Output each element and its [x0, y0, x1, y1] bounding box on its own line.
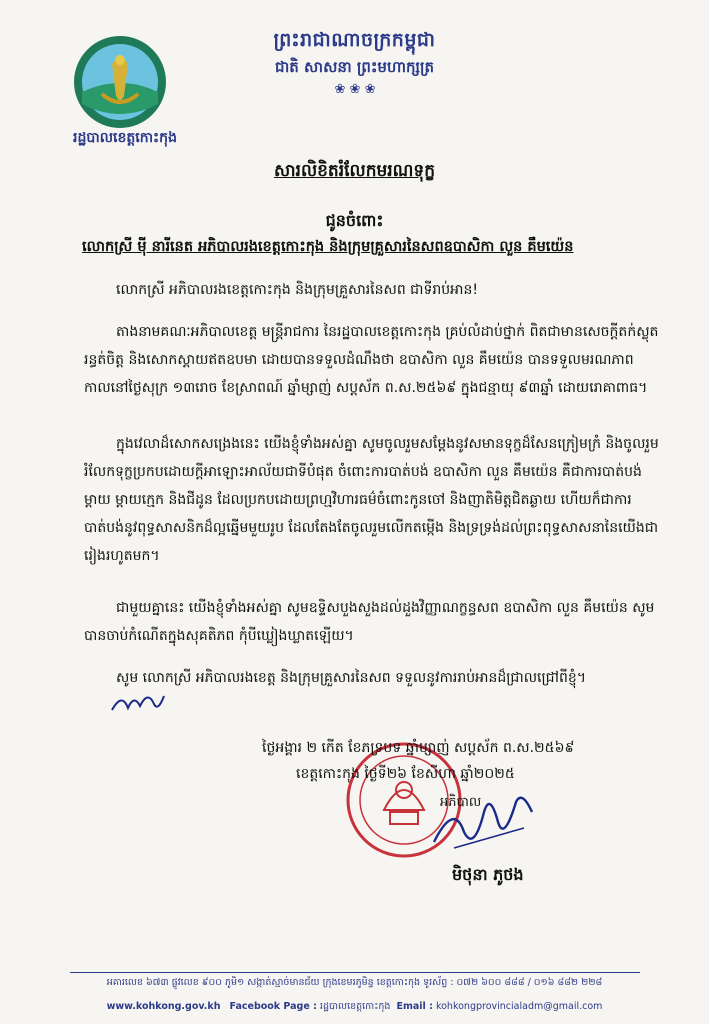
paragraph-4: សូម លោកស្រី អភិបាលរងខេត្ត និងក្រុមគ្រួសារនៃសព ទទួលនូវការរាប់អានដ៏ជ្រាលជ្រៅពីខ្ញុំ។: [116, 670, 586, 686]
national-motto: ជាតិ សាសនា ព្រះមហាក្សត្រ: [275, 58, 434, 76]
footer-email-label: Email :: [396, 1001, 433, 1012]
governor-signature-icon: [424, 782, 544, 862]
lunar-date: ថ្ងៃអង្គារ ២ កើត ខែភទ្របទ ឆ្នាំម្សាញ់ សប្តស័ក ព.ស.២៥៦៩: [262, 740, 575, 756]
footer-website[interactable]: www.kohkong.gov.kh: [106, 1001, 221, 1012]
signer-name: មិថុនា ភូថង: [452, 865, 524, 884]
initial-signature-icon: [108, 686, 168, 720]
footer-email-value[interactable]: kohkongprovincialadm@gmail.com: [435, 1001, 603, 1012]
greeting: លោកស្រី អភិបាលរងខេត្តកោះកុង និងក្រុមគ្រួសារនៃសព ជាទីរាប់អាន!: [116, 282, 478, 298]
paragraph-2: ក្នុងវេលាដ៏សោកសង្រេងនេះ យើងខ្ញុំទាំងអស់គ្នា សូមចូលរួមសម្ដែងនូវសមានទុក្ខដ៏សែនក្រៀមក្រំ និងចូលរួមរំលែកទុក្ខប្រកបដោយក្ដីអាឡោះអាល័យជាទីបំផុត ចំពោះការបាត់បង់ ឧបាសិកា លួន គឹមយ៉េន គឺជាការបាត់បង់ម្ដាយ ម្ដាយក្មេក និងជីដូន ដែលប្រកបដោយព្រហ្មវិហារធម៌ចំពោះកូនចៅ និងញាតិមិត្តជិតឆ្ងាយ ហើយក៏ជាការបាត់បង់នូវពុទ្ធសាសនិកដ៏ល្អឆ្នើមមួយរូប ដែលតែងតែចូលរួមលើកតម្កើង និងទ្រទ្រង់ដល់ព្រះពុទ្ធសាសនានៃយើងជារៀងរហូតមក។: [84, 436, 659, 564]
footer-facebook-value[interactable]: រដ្ឋបាលខេត្តកោះកុង: [319, 1001, 391, 1012]
paragraph-3: ជាមួយគ្នានេះ យើងខ្ញុំទាំងអស់គ្នា សូមឧទ្ទិសបួងសួងដល់ដួងវិញ្ញាណក្ខន្ធសព ឧបាសិកា លួន គឹមយ៉េន សូមបានចាប់កំណើតក្នុងសុគតិភព កុំបីឃ្លៀងឃ្លាតឡើយ។: [84, 600, 655, 644]
ornament-divider: ❀ ❀ ❀: [334, 82, 376, 97]
footer-contacts: [0, 1000, 709, 1014]
footer-divider: [70, 972, 640, 973]
to-label: ជូនចំពោះ: [325, 211, 384, 230]
letter-title: សារលិខិតរំលែកមរណទុក្ខ: [273, 161, 436, 181]
footer-address: អគារលេខ ៦៧៣ ផ្លូវលេខ ៩០០ ភូមិ១ សង្កាត់ស្មាច់មានជ័យ ក្រុងខេមរភូមិន្ទ ខេត្តកោះកុង ទូរស័ព្ទ : ០៧២ ៦០០ ៨៨៨ / ០១៦ ៨៨២ ២២៨: [106, 977, 603, 988]
kingdom-heading: ព្រះរាជាណាចក្រកម្ពុជា: [273, 29, 436, 51]
signer-role: អភិបាល: [440, 795, 482, 810]
footer-facebook-label: Facebook Page :: [229, 1001, 317, 1012]
recipient-line: លោកស្រី ម៉ី នារីនេត អភិបាលរងខេត្តកោះកុង និងក្រុមគ្រួសារនៃសពឧបាសិកា លួន គឹមយ៉េន: [82, 239, 574, 255]
solar-date: ខេត្តកោះកុង ថ្ងៃទី២៦ ខែសីហា ឆ្នាំ២០២៥: [296, 766, 515, 782]
administration-name: រដ្ឋបាលខេត្តកោះកុង: [73, 130, 177, 146]
paragraph-1: តាងនាមគណៈអភិបាលខេត្ត មន្ត្រីរាជការ នៃរដ្ឋបាលខេត្តកោះកុង គ្រប់លំដាប់ថ្នាក់ ពិតជាមានសេចក្ដីតក់ស្លុតរន្ធត់ចិត្ត និងសោកស្ដាយឥតឧបមា ដោយបានទទួលដំណឹងថា ឧបាសិកា លួន គឹមយ៉េន បានទទួលមរណភាព កាលនៅថ្ងៃសុក្រ ១៣រោច ខែស្រាពណ៍ ឆ្នាំម្សាញ់ សប្តស័ក ព.ស.២៥៦៩ ក្នុងជន្មាយុ ៩៣ឆ្នាំ ដោយរោគាពាធ។: [84, 324, 659, 396]
